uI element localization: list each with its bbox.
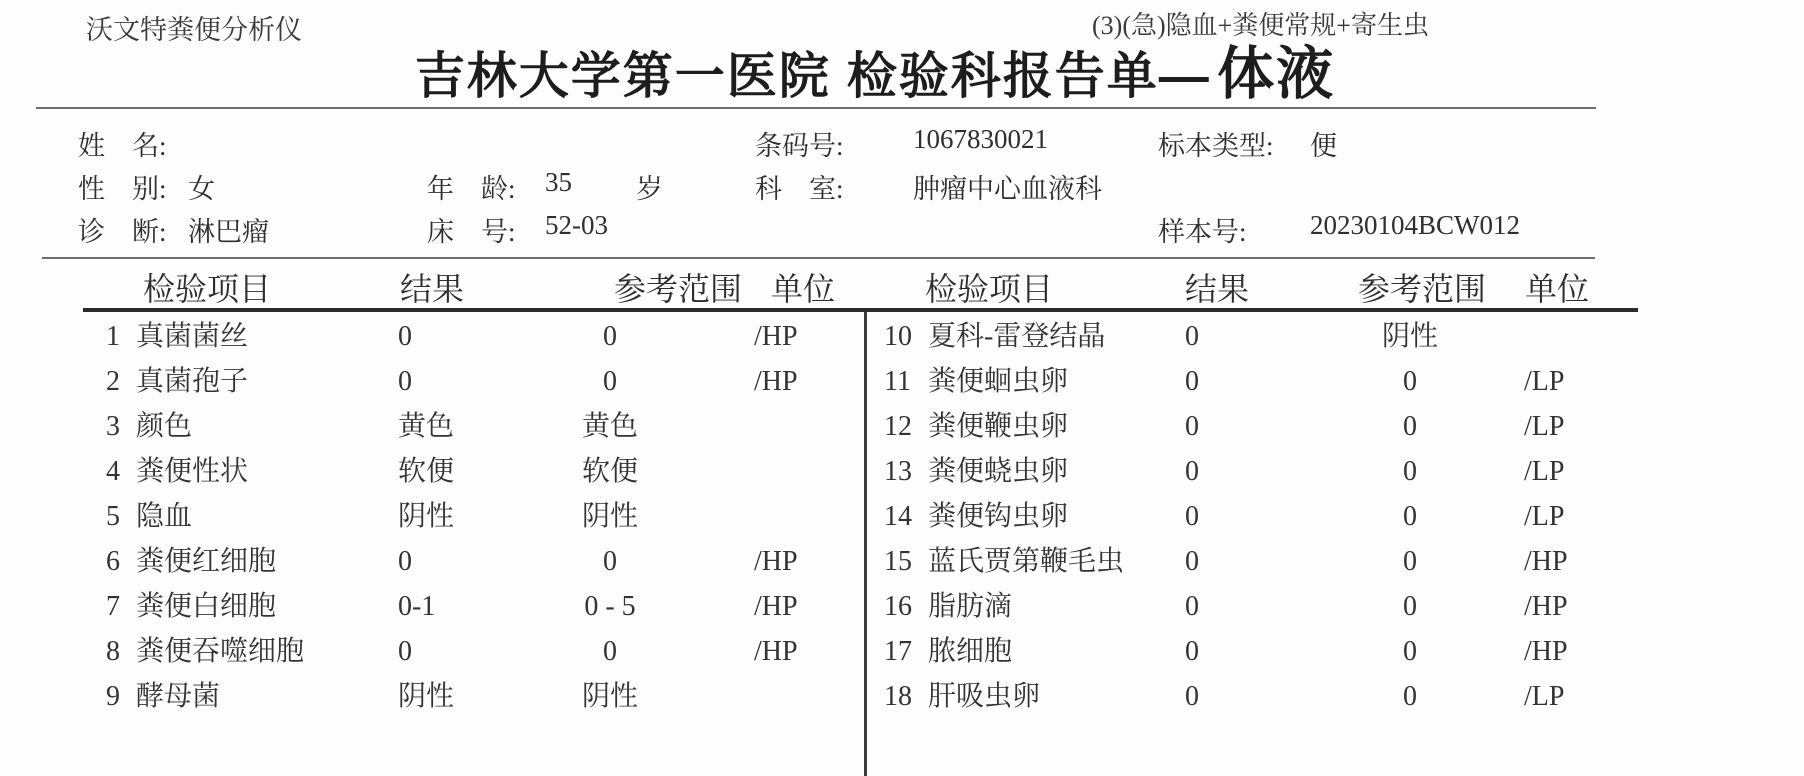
row-number: 12 (884, 411, 912, 442)
gender-label: 性 别: (78, 174, 167, 204)
table-row (80, 359, 864, 404)
table-row (80, 539, 864, 584)
test-result: 软便 (398, 456, 455, 487)
test-result: 0 (1185, 456, 1199, 487)
header-reference-right: 参考范围 (1358, 271, 1487, 307)
table-row (880, 314, 1640, 359)
row-number: 10 (884, 321, 912, 352)
row-number: 17 (884, 636, 912, 667)
row-number: 14 (884, 501, 912, 532)
test-item-name: 蓝氏贾第鞭毛虫 (928, 546, 1125, 577)
test-item-name: 粪便蛔虫卵 (928, 366, 1069, 397)
test-item-name: 脂肪滴 (928, 591, 1013, 622)
sample-no-label: 样本号: (1158, 217, 1247, 247)
row-number: 6 (106, 546, 120, 577)
reference-range: 0 (1403, 366, 1417, 397)
row-number: 8 (106, 636, 120, 667)
unit: /HP (1524, 591, 1568, 622)
unit: /HP (1524, 546, 1568, 577)
reference-range: 0 (1403, 636, 1417, 667)
reference-range: 0 (1403, 546, 1417, 577)
row-number: 1 (106, 321, 120, 352)
results-table-left (80, 314, 864, 719)
patient-info-row-1 (0, 124, 1804, 161)
row-number: 4 (106, 456, 120, 487)
test-item-name: 粪便鞭虫卵 (928, 411, 1069, 442)
table-row (80, 404, 864, 449)
unit: /HP (1524, 636, 1568, 667)
header-result-left: 结果 (400, 271, 465, 307)
table-row (80, 674, 864, 719)
test-item-name: 肝吸虫卵 (928, 681, 1041, 712)
row-number: 7 (106, 591, 120, 622)
test-result: 0 (398, 546, 412, 577)
test-result: 0 (398, 636, 412, 667)
patient-info-row-2 (0, 167, 1804, 204)
divider-under-title (36, 107, 1596, 109)
header-unit-right: 单位 (1525, 271, 1590, 307)
diagnosis-value: 淋巴瘤 (188, 217, 269, 247)
reference-range: 0 (1403, 591, 1417, 622)
test-result: 0 (1185, 501, 1199, 532)
unit: /LP (1524, 501, 1565, 532)
test-item-name: 粪便白细胞 (136, 591, 277, 622)
test-result: 0-1 (398, 591, 436, 622)
patient-info-row-3 (0, 210, 1804, 247)
results-table-right (880, 314, 1640, 719)
test-result: 0 (1185, 366, 1199, 397)
test-item-name: 粪便红细胞 (136, 546, 277, 577)
table-row (880, 674, 1640, 719)
table-row (880, 359, 1640, 404)
reference-range: 0 (1403, 411, 1417, 442)
test-item-name: 粪便蛲虫卵 (928, 456, 1069, 487)
unit: /LP (1524, 411, 1565, 442)
row-number: 16 (884, 591, 912, 622)
test-item-name: 粪便性状 (136, 456, 249, 487)
unit: /HP (754, 366, 798, 397)
row-number: 18 (884, 681, 912, 712)
table-row (80, 314, 864, 359)
test-item-name: 隐血 (136, 501, 193, 532)
table-row (880, 584, 1640, 629)
unit: /HP (754, 591, 798, 622)
reference-range: 0 (603, 321, 617, 352)
specimen-type-label: 标本类型: (1158, 131, 1274, 161)
reference-range: 0 (1403, 456, 1417, 487)
table-row (80, 584, 864, 629)
reference-range: 0 (603, 366, 617, 397)
age-label: 年 龄: (427, 174, 516, 204)
department-label: 科 室: (755, 174, 844, 204)
analyzer-name: 沃文特粪便分析仪 (86, 15, 302, 45)
table-row (880, 539, 1640, 584)
test-item-name: 酵母菌 (136, 681, 221, 712)
header-result-right: 结果 (1185, 271, 1250, 307)
unit: /LP (1524, 366, 1565, 397)
test-result: 0 (398, 321, 412, 352)
reference-range: 阴性 (581, 501, 638, 532)
header-item-left: 检验项目 (143, 271, 272, 307)
age-value: 35 (545, 167, 572, 197)
reference-range: 0 - 5 (584, 591, 636, 622)
report-title-suffix: 体液 (1217, 42, 1336, 106)
reference-range: 软便 (581, 456, 638, 487)
report-title (0, 28, 1750, 110)
reference-range: 0 (1403, 501, 1417, 532)
test-item-name: 粪便吞噬细胞 (136, 636, 305, 667)
unit: /HP (754, 321, 798, 352)
specimen-type-value: 便 (1310, 131, 1337, 161)
table-center-divider (864, 312, 867, 776)
test-item-name: 夏科-雷登结晶 (928, 321, 1106, 352)
row-number: 5 (106, 501, 120, 532)
unit: /HP (754, 636, 798, 667)
row-number: 11 (884, 366, 911, 397)
test-result: 0 (1185, 546, 1199, 577)
row-number: 2 (106, 366, 120, 397)
test-item-name: 颜色 (136, 411, 193, 442)
reference-range: 黄色 (581, 411, 638, 442)
barcode-value: 1067830021 (913, 124, 1048, 154)
table-row (880, 629, 1640, 674)
row-number: 3 (106, 411, 120, 442)
test-result: 0 (1185, 591, 1199, 622)
test-result: 黄色 (398, 411, 455, 442)
report-title-main: 吉林大学第一医院 检验科报告单— (414, 48, 1211, 104)
age-unit: 岁 (636, 174, 663, 204)
test-result: 阴性 (398, 501, 455, 532)
table-row (80, 449, 864, 494)
header-unit-left: 单位 (771, 271, 836, 307)
test-result: 0 (1185, 411, 1199, 442)
table-row (880, 449, 1640, 494)
row-number: 15 (884, 546, 912, 577)
test-item-name: 真菌孢子 (136, 366, 249, 397)
order-note: (3)(急)隐血+粪便常规+寄生虫 (1092, 11, 1429, 40)
name-label: 姓 名: (78, 131, 167, 161)
header-item-right: 检验项目 (925, 271, 1054, 307)
divider-above-table-header (42, 257, 1595, 259)
test-item-name: 脓细胞 (928, 636, 1013, 667)
test-result: 阴性 (398, 681, 455, 712)
test-result: 0 (1185, 636, 1199, 667)
unit: /LP (1524, 456, 1565, 487)
test-item-name: 粪便钩虫卵 (928, 501, 1069, 532)
sample-no-value: 20230104BCW012 (1310, 210, 1521, 240)
unit: /HP (754, 546, 798, 577)
bed-value: 52-03 (545, 210, 608, 240)
header-reference-left: 参考范围 (614, 271, 743, 307)
reference-range: 阴性 (581, 681, 638, 712)
test-result: 0 (1185, 681, 1199, 712)
row-number: 9 (106, 681, 120, 712)
reference-range: 0 (1403, 681, 1417, 712)
unit: /LP (1524, 681, 1565, 712)
test-result: 0 (398, 366, 412, 397)
department-value: 肿瘤中心血液科 (913, 174, 1102, 204)
barcode-label: 条码号: (755, 131, 844, 161)
test-result: 0 (1185, 321, 1199, 352)
reference-range: 阴性 (1381, 321, 1438, 352)
row-number: 13 (884, 456, 912, 487)
reference-range: 0 (603, 636, 617, 667)
diagnosis-label: 诊 断: (78, 217, 167, 247)
table-header-row (0, 264, 1804, 306)
test-item-name: 真菌菌丝 (136, 321, 249, 352)
table-row (80, 629, 864, 674)
table-row (880, 494, 1640, 539)
table-row (880, 404, 1640, 449)
gender-value: 女 (188, 174, 215, 204)
reference-range: 0 (603, 546, 617, 577)
bed-label: 床 号: (427, 217, 516, 247)
table-row (80, 494, 864, 539)
